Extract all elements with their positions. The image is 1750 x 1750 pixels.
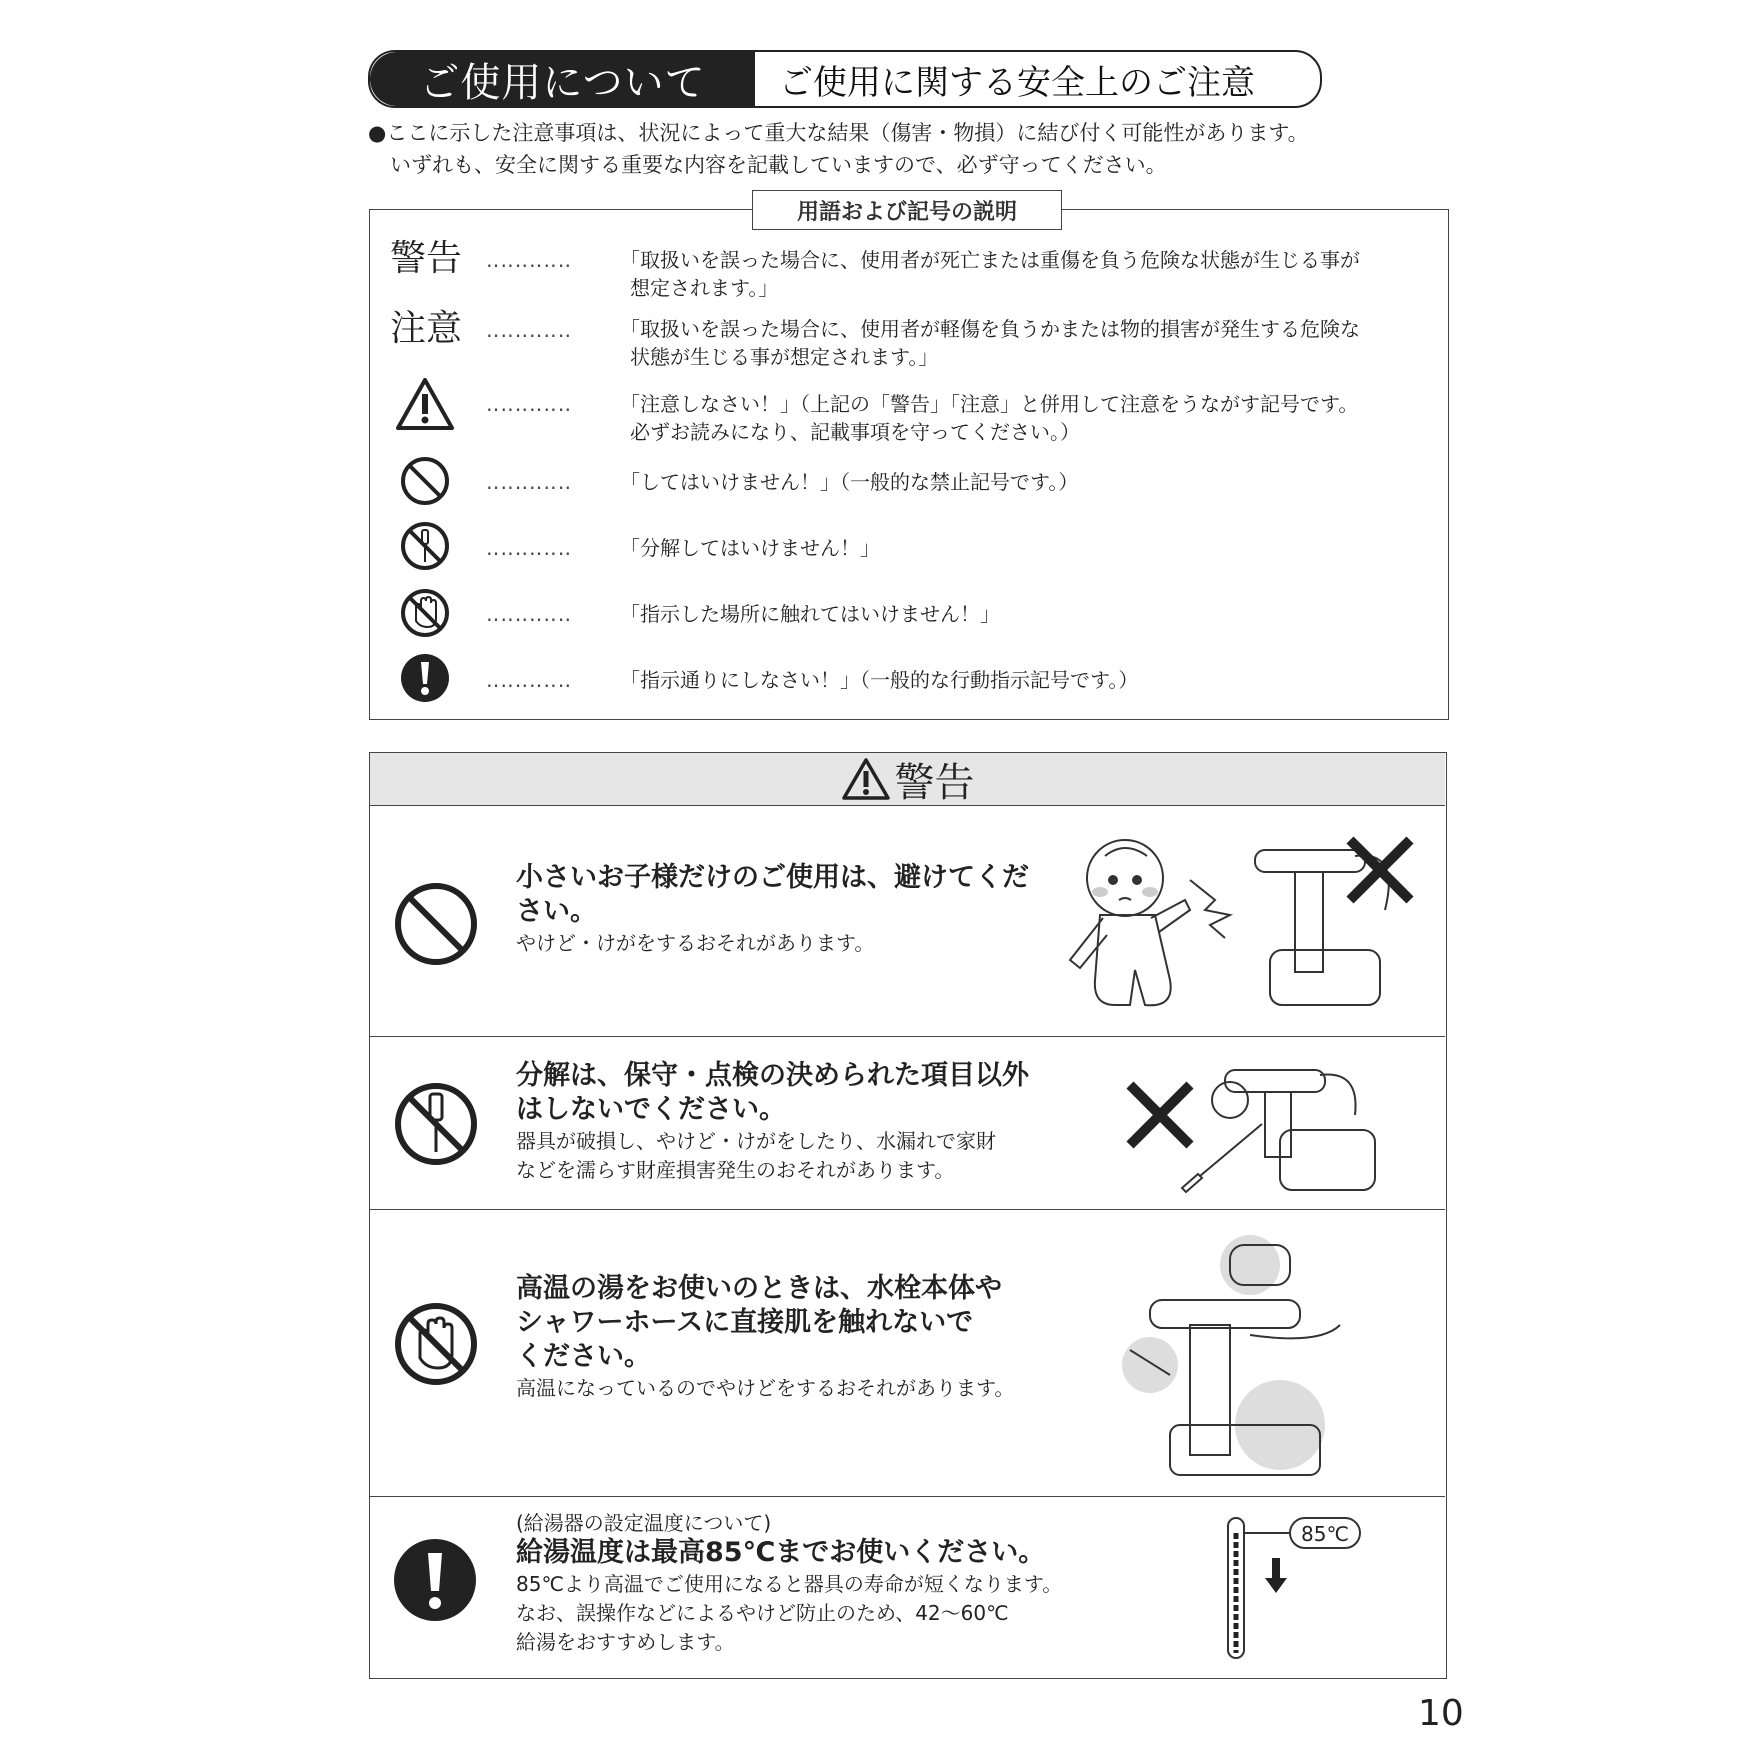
- hot-faucet-illustration: [1120, 1225, 1360, 1485]
- row-2-title-line-2: はしないでください。: [516, 1094, 786, 1125]
- caution-word: 注意: [390, 308, 463, 349]
- prohibit-definition: 「してはいけません！」（一般的な禁止記号です。）: [620, 470, 1079, 494]
- leader-dots: ‥‥‥‥‥‥: [486, 470, 573, 494]
- alert-def-line-1: 「注意しなさい！」（上記の「警告」「注意」と併用して注意をうながす記号です。: [620, 392, 1359, 416]
- warning-word: 警告: [390, 238, 463, 279]
- row-4-title: 給湯温度は最高85℃までお使いください。: [516, 1537, 1046, 1568]
- warning-triangle-icon: [394, 376, 456, 432]
- prohibition-icon: [399, 455, 451, 507]
- warning-triangle-icon: [841, 757, 891, 801]
- row-divider: [370, 1496, 1445, 1497]
- no-touch-icon: [399, 587, 451, 639]
- row-1-subtext: やけど・けがをするおそれがあります。: [516, 931, 875, 955]
- row-4-subtext-line-3: 給湯をおすすめします。: [516, 1630, 735, 1654]
- leader-dots: ‥‥‥‥‥‥: [486, 602, 573, 626]
- row-divider: [370, 1209, 1445, 1210]
- mandatory-definition: 「指示通りにしなさい！」（一般的な行動指示記号です。）: [620, 668, 1139, 692]
- caution-def-line-2: 状態が生じる事が想定されます。」: [630, 345, 939, 369]
- no-touch-icon: [392, 1300, 480, 1388]
- alert-definition: [620, 390, 1358, 446]
- warning-row-1-text: [516, 861, 1029, 958]
- intro-line-1: ●ここに示した注意事項は、状況によって重大な結果（傷害・物損）に結び付く可能性があります。: [368, 121, 1309, 145]
- warning-row-3-text: [516, 1272, 1014, 1403]
- no-touch-definition: 「指示した場所に触れてはいけません！」: [620, 602, 1000, 626]
- intro-text: [368, 117, 1309, 181]
- row-1-title-line-1: 小さいお子様だけのご使用は、避けてくだ: [516, 862, 1029, 893]
- definitions-title: 用語および記号の説明: [752, 190, 1062, 230]
- intro-line-2: いずれも、安全に関する重要な内容を記載していますので、必ず守ってください。: [390, 153, 1167, 177]
- row-3-title-line-1: 高温の湯をお使いのときは、水栓本体や: [516, 1273, 1002, 1304]
- row-4-note: (給湯器の設定温度について): [516, 1511, 772, 1535]
- no-disassembly-icon: [399, 520, 451, 572]
- warning-row-2-text: [516, 1059, 1029, 1185]
- leader-dots: ‥‥‥‥‥‥: [486, 318, 573, 342]
- warning-def-line-1: 「取扱いを誤った場合に、使用者が死亡または重傷を負う危険な状態が生じる事が: [620, 248, 1360, 272]
- warning-heading: 警告: [894, 759, 975, 806]
- row-1-title-line-2: さい。: [516, 896, 597, 927]
- mandatory-action-icon: [399, 652, 451, 704]
- alert-def-line-2: 必ずお読みになり、記載事項を守ってください。）: [630, 420, 1080, 444]
- page-number: 10: [1418, 1693, 1464, 1734]
- page-title: ご使用に関する安全上のご注意: [779, 62, 1255, 103]
- warning-table-header: [370, 753, 1445, 806]
- thermometer-label: 85℃: [1301, 1522, 1349, 1546]
- section-header: [368, 50, 1322, 108]
- child-faucet-illustration: [1055, 820, 1425, 1020]
- section-label: ご使用について: [370, 52, 755, 106]
- no-disassemble-definition: 「分解してはいけません！」: [620, 536, 880, 560]
- leader-dots: ‥‥‥‥‥‥: [486, 248, 573, 272]
- caution-def-line-1: 「取扱いを誤った場合に、使用者が軽傷を負うかまたは物的損害が発生する危険な: [620, 317, 1360, 341]
- warning-definition: [620, 246, 1360, 302]
- leader-dots: ‥‥‥‥‥‥: [486, 668, 573, 692]
- row-2-subtext-line-1: 器具が破損し、やけど・けがをしたり、水漏れで家財: [516, 1129, 996, 1153]
- caution-definition: [620, 315, 1360, 371]
- row-3-title-line-3: ください。: [516, 1341, 651, 1372]
- leader-dots: ‥‥‥‥‥‥: [486, 536, 573, 560]
- disassembly-illustration: [1120, 1050, 1380, 1200]
- warning-row-4-text: [516, 1507, 1062, 1657]
- row-divider: [370, 1036, 1445, 1037]
- row-3-title-line-2: シャワーホースに直接肌を触れないで: [516, 1307, 974, 1338]
- no-disassembly-icon: [392, 1080, 480, 1168]
- leader-dots: ‥‥‥‥‥‥: [486, 392, 573, 416]
- warning-def-line-2: 想定されます。」: [630, 276, 779, 300]
- prohibition-icon: [392, 880, 480, 968]
- row-3-subtext: 高温になっているのでやけどをするおそれがあります。: [516, 1376, 1015, 1400]
- row-4-subtext-line-2: なお、誤操作などによるやけど防止のため、42～60℃: [516, 1601, 1009, 1625]
- row-2-subtext-line-2: などを濡らす財産損害発生のおそれがあります。: [516, 1158, 955, 1182]
- row-4-subtext-line-1: 85℃より高温でご使用になると器具の寿命が短くなります。: [516, 1572, 1063, 1596]
- mandatory-action-icon: [392, 1537, 478, 1623]
- row-2-title-line-1: 分解は、保守・点検の決められた項目以外: [516, 1060, 1029, 1091]
